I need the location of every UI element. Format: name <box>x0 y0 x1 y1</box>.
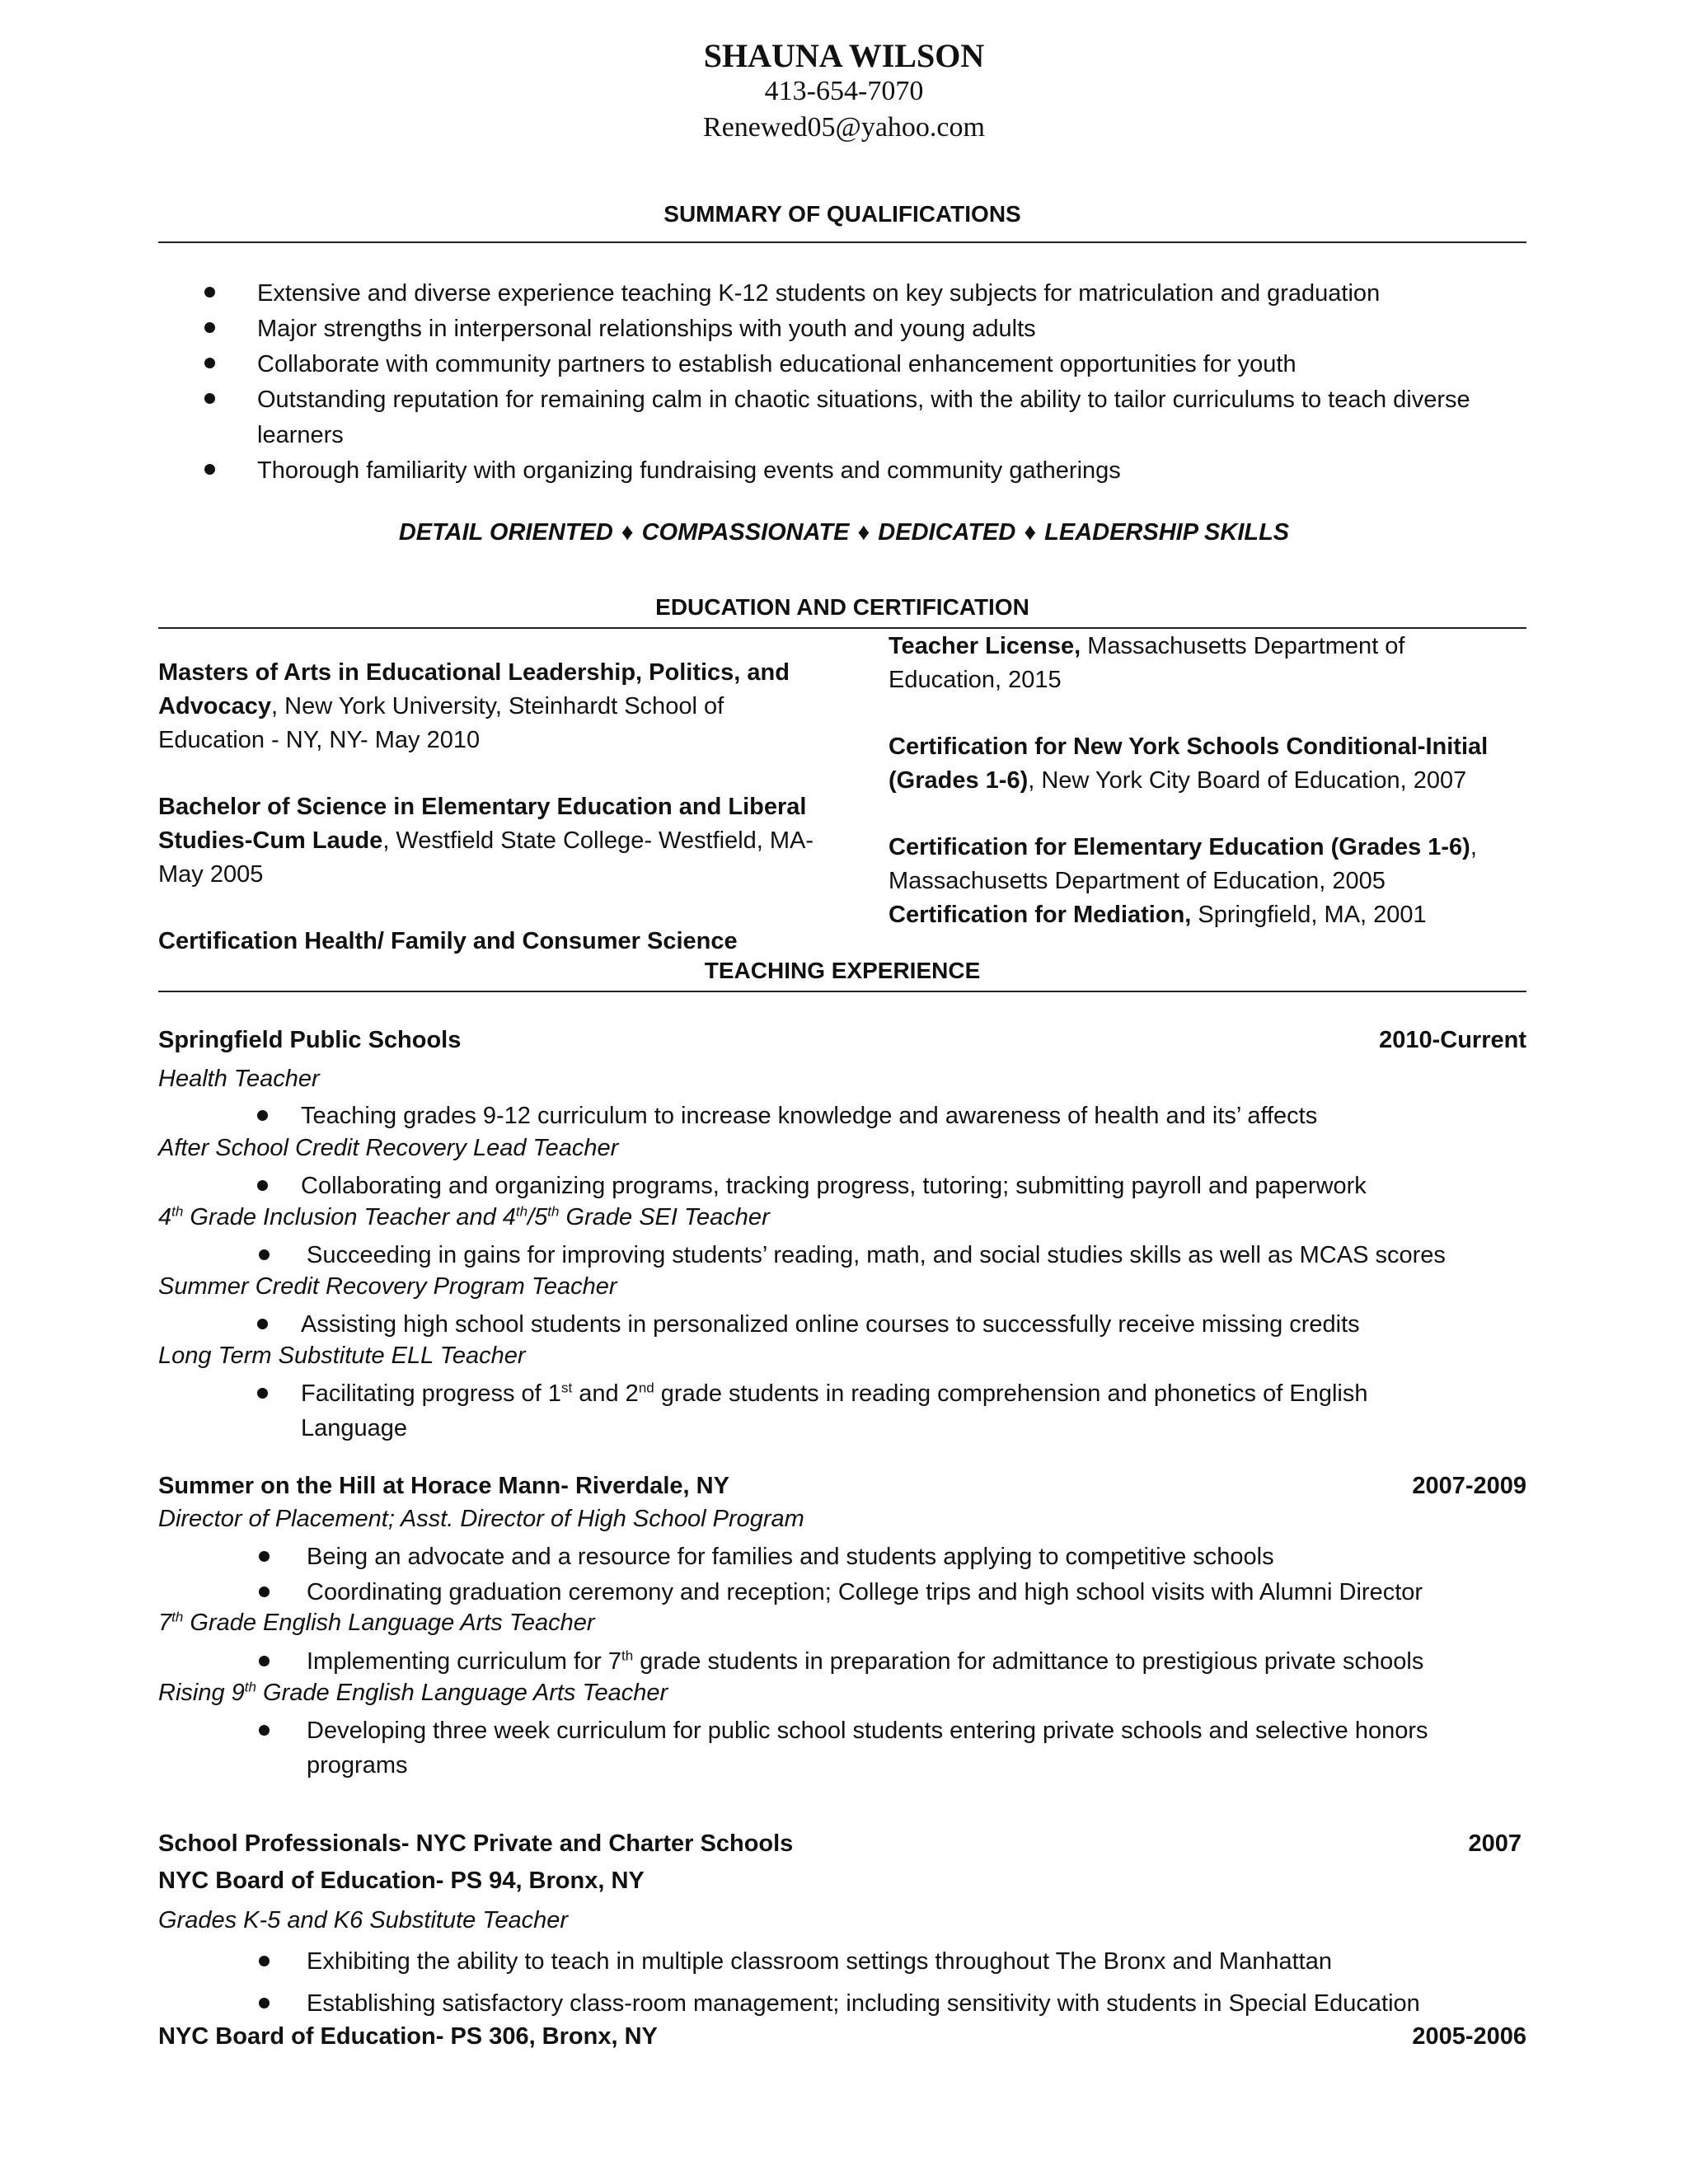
job-header <box>158 2023 1526 2058</box>
job-duty: Teaching grades 9-12 curriculum to increase knowledge and awareness of health and its’ affects <box>158 1099 1526 1133</box>
certification-entry: Certification for New York Schools Conditional-Initial (Grades 1-6), New York City Board of Education, 2007 <box>889 733 1489 794</box>
job-duty: Developing three week curriculum for public school students entering private schools and selective honors programs <box>158 1713 1526 1783</box>
summary-item: Outstanding reputation for remaining calm in chaotic situations, with the ability to tailor curriculums to teach diverse learners <box>158 382 1526 453</box>
job-role: Grades K-5 and K6 Substitute Teacher <box>158 1907 569 1933</box>
job-subheader <box>158 1868 1526 1902</box>
bullet-icon <box>204 287 215 298</box>
job-header <box>158 1830 1526 1865</box>
job-duty: Assisting high school students in personalized online courses to successfully receive missing credits <box>158 1307 1526 1342</box>
degree-entry: Bachelor of Science in Elementary Education and Liberal Studies-Cum Laude, Westfield State College- Westfield, MA- May 2005 <box>158 794 814 888</box>
job-duty: Exhibiting the ability to teach in multiple classroom settings throughout The Bronx and Manhattan <box>158 1944 1526 1979</box>
trait: DEDICATED <box>878 519 1016 546</box>
employment-dates: 2010-Current <box>1379 1027 1526 1053</box>
bullet-icon <box>204 322 215 333</box>
bullet-icon <box>259 1956 270 1966</box>
summary-title: SUMMARY OF QUALIFICATIONS <box>663 201 1021 227</box>
email-address: Renewed05@yahoo.com <box>703 112 985 143</box>
degree-entry: Masters of Arts in Educational Leadership, Politics, and Advocacy, New York University, Steinhardt School of Education - NY, NY- May 2010 <box>158 659 790 753</box>
job-duty: Implementing curriculum for 7th grade students in preparation for admittance to prestigious private schools <box>158 1644 1526 1679</box>
education-divider <box>158 627 1526 629</box>
personal-traits <box>0 519 1688 546</box>
employment-dates: 2005-2006 <box>1412 2023 1526 2050</box>
bullet-icon <box>259 1586 270 1597</box>
education-right-column <box>889 630 1515 932</box>
summary-item: Extensive and diverse experience teaching K-12 students on key subjects for matriculation and graduation <box>158 276 1526 312</box>
job-duty: Facilitating progress of 1st and 2nd grade students in reading comprehension and phonetics of English Language <box>158 1376 1526 1446</box>
bullet-icon <box>259 1998 270 2008</box>
certification-entry: Certification Health/ Family and Consumer Science <box>158 928 738 954</box>
candidate-name: SHAUNA WILSON <box>703 37 985 74</box>
job-header <box>158 1027 1526 1062</box>
experience-title: TEACHING EXPERIENCE <box>704 958 981 983</box>
certification-entry: Certification for Elementary Education (Grades 1-6), Massachusetts Department of Education, 2005 <box>889 834 1477 894</box>
summary-item: Major strengths in interpersonal relationships with youth and young adults <box>158 312 1526 347</box>
employer-name: NYC Board of Education- PS 306, Bronx, NY <box>158 2023 658 2050</box>
bullet-icon <box>204 393 215 404</box>
job-duty: Coordinating graduation ceremony and reception; College trips and high school visits with Alumni Director <box>158 1575 1526 1610</box>
job-role: Rising 9th Grade English Language Arts Teacher <box>158 1679 668 1706</box>
job-role: After School Credit Recovery Lead Teacher <box>158 1135 619 1161</box>
trait: LEADERSHIP SKILLS <box>1044 519 1290 546</box>
trait: COMPASSIONATE <box>641 519 850 546</box>
diamond-icon: ♦ <box>621 519 634 546</box>
employer-name: Springfield Public Schools <box>158 1027 462 1053</box>
job-role: 4th Grade Inclusion Teacher and 4th/5th Grade SEI Teacher <box>158 1203 770 1230</box>
bullet-icon <box>257 1110 268 1121</box>
education-title: EDUCATION AND CERTIFICATION <box>655 594 1029 620</box>
bullet-icon <box>257 1388 268 1399</box>
job-role: Summer Credit Recovery Program Teacher <box>158 1273 617 1300</box>
certification-entry: Teacher License, Massachusetts Department of Education, 2015 <box>889 633 1405 693</box>
summary-item: Collaborate with community partners to establish educational enhancement opportunities for youth <box>158 347 1526 382</box>
job-duty: Being an advocate and a resource for families and students applying to competitive schools <box>158 1540 1526 1574</box>
experience-divider <box>158 991 1526 992</box>
employer-name: Summer on the Hill at Horace Mann- Riverdale, NY <box>158 1473 729 1499</box>
diamond-icon: ♦ <box>1024 519 1037 546</box>
education-left-column <box>158 656 818 958</box>
job-header <box>158 1473 1526 1507</box>
job-duty: Collaborating and organizing programs, tracking progress, tutoring; submitting payroll and paperwork <box>158 1169 1526 1203</box>
employer-location: NYC Board of Education- PS 94, Bronx, NY <box>158 1868 645 1894</box>
bullet-icon <box>204 464 215 475</box>
summary-item: Thorough familiarity with organizing fundraising events and community gatherings <box>158 453 1526 489</box>
bullet-icon <box>204 358 215 368</box>
job-role: 7th Grade English Language Arts Teacher <box>158 1609 595 1636</box>
job-duty: Establishing satisfactory class-room management; including sensitivity with students in Special Education <box>158 1986 1526 2021</box>
summary-divider <box>158 241 1526 243</box>
job-role: Director of Placement; Asst. Director of High School Program <box>158 1506 804 1532</box>
bullet-icon <box>257 1319 268 1329</box>
trait: DETAIL ORIENTED <box>398 519 613 546</box>
phone-number: 413-654-7070 <box>764 76 924 106</box>
job-duty: Succeeding in gains for improving students’ reading, math, and social studies skills as well as MCAS scores <box>158 1238 1526 1272</box>
job-role: Health Teacher <box>158 1066 320 1092</box>
job-role: Long Term Substitute ELL Teacher <box>158 1343 526 1369</box>
bullet-icon <box>259 1249 270 1260</box>
certification-entry: Certification for Mediation, Springfield, MA, 2001 <box>889 902 1427 928</box>
diamond-icon: ♦ <box>857 519 870 546</box>
bullet-icon <box>259 1551 270 1562</box>
employment-dates: 2007-2009 <box>1412 1473 1526 1499</box>
employment-dates: 2007 <box>1468 1830 1522 1857</box>
bullet-icon <box>259 1656 270 1666</box>
bullet-icon <box>257 1180 268 1191</box>
summary-list <box>158 276 1526 489</box>
bullet-icon <box>259 1725 270 1736</box>
employer-name: School Professionals- NYC Private and Charter Schools <box>158 1830 794 1857</box>
